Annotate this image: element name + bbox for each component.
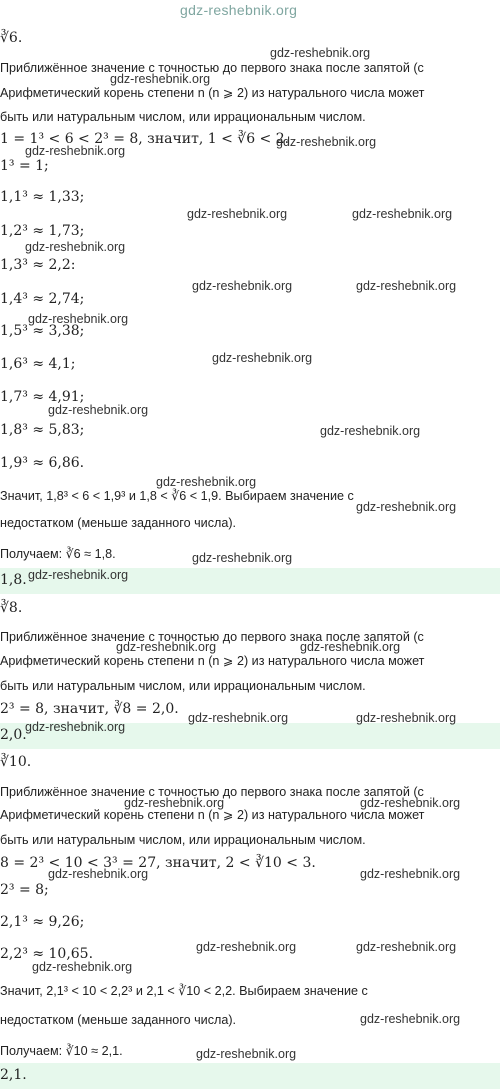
watermark: gdz-reshebnik.org [192,279,293,293]
watermark: gdz-reshebnik.org [28,568,129,582]
watermark: gdz-reshebnik.org [187,207,288,221]
watermark: gdz-reshebnik.org [196,940,297,954]
text-line: Приближённое значение с точностью до первого знака после запятой (с [0,630,424,644]
watermark: gdz-reshebnik.org [300,640,401,654]
watermark: gdz-reshebnik.org [356,500,457,514]
watermark: gdz-reshebnik.org [25,240,126,254]
watermark-header: gdz-reshebnik.org [180,2,298,18]
watermark: gdz-reshebnik.org [320,424,421,438]
root-heading: ∛6. [0,30,23,46]
answer-value: 2,1. [0,1067,27,1083]
text-line: быть или натуральным числом, или иррациональным числом. [0,833,366,847]
watermark: gdz-reshebnik.org [360,796,461,810]
text-line: Значит, 1,8³ < 6 < 1,9³ и 1,8 < ∛6 < 1,9. Выбираем значение с [0,489,354,503]
math-line: 1,3³ ≈ 2,2: [0,257,76,273]
text-line: недостатком (меньше заданного числа). [0,516,237,530]
watermark: gdz-reshebnik.org [32,960,133,974]
math-line: 8 = 2³ < 10 < 3³ = 27, значит, 2 < ∛10 < 3. [0,855,316,871]
math-line: 1,5³ ≈ 3,38; [0,323,85,339]
math-line: 1 = 1³ < 6 < 2³ = 8, значит, 1 < ∛6 < 2. [0,131,290,147]
text-line: быть или натуральным числом, или иррациональным числом. [0,110,366,124]
watermark: gdz-reshebnik.org [196,1047,297,1061]
watermark: gdz-reshebnik.org [25,144,126,158]
watermark: gdz-reshebnik.org [270,46,371,60]
text-line: Арифметический корень степени n (n ⩾ 2) из натурального числа может [0,86,425,100]
root-heading: ∛8. [0,600,23,616]
watermark: gdz-reshebnik.org [124,796,225,810]
watermark: gdz-reshebnik.org [116,640,217,654]
watermark: gdz-reshebnik.org [25,720,126,734]
answer-box [0,1063,500,1089]
math-line: 1,4³ ≈ 2,74; [0,291,85,307]
math-line: 1,8³ ≈ 5,83; [0,422,85,438]
text-line: Приближённое значение с точностью до первого знака после запятой (с [0,785,424,799]
watermark: gdz-reshebnik.org [276,135,377,149]
math-line: 1,1³ ≈ 1,33; [0,189,85,205]
answer-value: 1,8. [0,572,27,588]
watermark: gdz-reshebnik.org [28,312,129,326]
math-line: 1,2³ ≈ 1,73; [0,223,85,239]
answer-value: 2,0. [0,727,27,743]
watermark: gdz-reshebnik.org [356,940,457,954]
math-line: 2,1³ ≈ 9,26; [0,914,85,930]
watermark: gdz-reshebnik.org [48,867,149,881]
watermark: gdz-reshebnik.org [352,207,453,221]
math-line: 1,7³ ≈ 4,91; [0,389,85,405]
watermark: gdz-reshebnik.org [192,551,293,565]
watermark: gdz-reshebnik.org [48,403,149,417]
root-heading: ∛10. [0,754,32,770]
text-line: Арифметический корень степени n (n ⩾ 2) из натурального числа может [0,808,425,822]
math-line: 1,9³ ≈ 6,86. [0,455,85,471]
text-line: Приближённое значение с точностью до первого знака после запятой (с [0,61,424,75]
math-line: 1,6³ ≈ 4,1; [0,356,76,372]
watermark: gdz-reshebnik.org [360,1012,461,1026]
watermark: gdz-reshebnik.org [356,711,457,725]
math-line: 2³ = 8; [0,882,49,898]
watermark: gdz-reshebnik.org [212,351,313,365]
text-line: быть или натуральным числом, или иррациональным числом. [0,679,366,693]
text-line: Получаем: ∛10 ≈ 2,1. [0,1044,123,1058]
text-line: недостатком (меньше заданного числа). [0,1013,237,1027]
math-line: 2,2³ ≈ 10,65. [0,946,94,962]
text-line: Получаем: ∛6 ≈ 1,8. [0,547,116,561]
math-line: 2³ = 8, значит, ∛8 = 2,0. [0,701,179,717]
watermark: gdz-reshebnik.org [156,475,257,489]
watermark: gdz-reshebnik.org [360,867,461,881]
watermark: gdz-reshebnik.org [188,711,289,725]
text-line: Арифметический корень степени n (n ⩾ 2) из натурального числа может [0,654,425,668]
watermark: gdz-reshebnik.org [110,72,211,86]
watermark: gdz-reshebnik.org [356,279,457,293]
text-line: Значит, 2,1³ < 10 < 2,2³ и 2,1 < ∛10 < 2,2. Выбираем значение с [0,984,368,998]
math-line: 1³ = 1; [0,158,49,174]
